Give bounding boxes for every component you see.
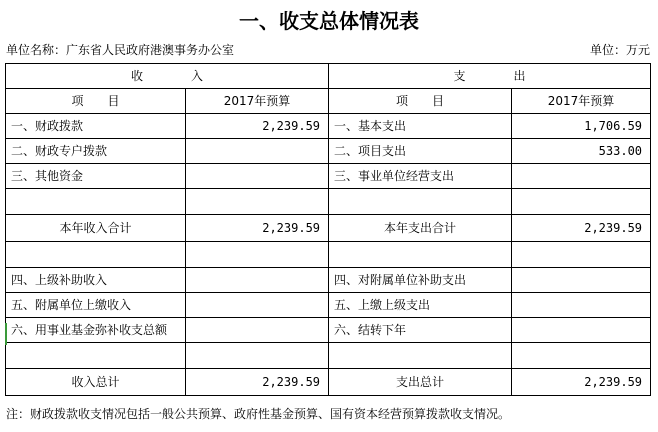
expense-value — [512, 318, 651, 343]
budget-table — [5, 63, 651, 396]
table-row — [6, 114, 651, 139]
expense-total-label: 支出总计 — [329, 369, 512, 396]
income-value — [186, 343, 329, 369]
footnote: 注：财政拨款收支情况包括一般公共预算、政府性基金预算、国有资本经营预算拨款收支情况。 — [6, 407, 511, 421]
table-row — [6, 268, 651, 293]
cell-selection-marker — [5, 323, 7, 345]
income-label: 三、其他资金 — [6, 164, 186, 189]
expense-value — [512, 164, 651, 189]
unit-measure: 单位：万元 — [589, 43, 650, 57]
income-header: 收 入 — [6, 64, 329, 89]
table-row — [6, 189, 651, 215]
expense-header: 支 出 — [329, 64, 651, 89]
expense-budget-header: 2017年预算 — [512, 89, 651, 114]
income-value — [186, 189, 329, 215]
table-row-subtotal — [6, 215, 651, 242]
income-value — [186, 268, 329, 293]
income-total-label: 收入总计 — [6, 369, 186, 396]
expense-label: 一、基本支出 — [329, 114, 512, 139]
income-value — [186, 164, 329, 189]
income-item-header: 项 目 — [6, 89, 186, 114]
expense-value: 1,706.59 — [512, 114, 651, 139]
header-row-columns — [6, 89, 651, 114]
expense-value — [512, 189, 651, 215]
income-value — [186, 293, 329, 318]
expense-label — [329, 189, 512, 215]
table-row — [6, 318, 651, 343]
income-budget-header: 2017年预算 — [186, 89, 329, 114]
income-label — [6, 343, 186, 369]
expense-label: 二、项目支出 — [329, 139, 512, 164]
income-label — [6, 242, 186, 268]
income-label: 二、财政专户拨款 — [6, 139, 186, 164]
expense-subtotal-label: 本年支出合计 — [329, 215, 512, 242]
expense-value: 533.00 — [512, 139, 651, 164]
expense-label — [329, 343, 512, 369]
expense-total-value: 2,239.59 — [512, 369, 651, 396]
expense-label — [329, 242, 512, 268]
expense-subtotal-value: 2,239.59 — [512, 215, 651, 242]
expense-label: 五、上缴上级支出 — [329, 293, 512, 318]
income-label: 六、用事业基金弥补收支总额 — [6, 318, 186, 343]
income-label: 一、财政拨款 — [6, 114, 186, 139]
unit-name: 单位名称：广东省人民政府港澳事务办公室 — [6, 43, 235, 57]
table-row-grand-total — [6, 369, 651, 396]
expense-value — [512, 293, 651, 318]
table-row — [6, 164, 651, 189]
expense-label: 三、事业单位经营支出 — [329, 164, 512, 189]
expense-label: 六、结转下年 — [329, 318, 512, 343]
income-total-value: 2,239.59 — [186, 369, 329, 396]
table-row — [6, 293, 651, 318]
table-row — [6, 139, 651, 164]
header-row-sections — [6, 64, 651, 89]
income-label: 四、上级补助收入 — [6, 268, 186, 293]
income-value — [186, 242, 329, 268]
income-label — [6, 189, 186, 215]
income-label: 五、附属单位上缴收入 — [6, 293, 186, 318]
table-row — [6, 242, 651, 268]
page-title: 一、收支总体情况表 — [239, 9, 419, 33]
income-subtotal-value: 2,239.59 — [186, 215, 329, 242]
income-value — [186, 139, 329, 164]
income-value — [186, 318, 329, 343]
income-subtotal-label: 本年收入合计 — [6, 215, 186, 242]
expense-value — [512, 343, 651, 369]
income-value: 2,239.59 — [186, 114, 329, 139]
expense-item-header: 项 目 — [329, 89, 512, 114]
expense-value — [512, 242, 651, 268]
table-row — [6, 343, 651, 369]
expense-label: 四、对附属单位补助支出 — [329, 268, 512, 293]
expense-value — [512, 268, 651, 293]
